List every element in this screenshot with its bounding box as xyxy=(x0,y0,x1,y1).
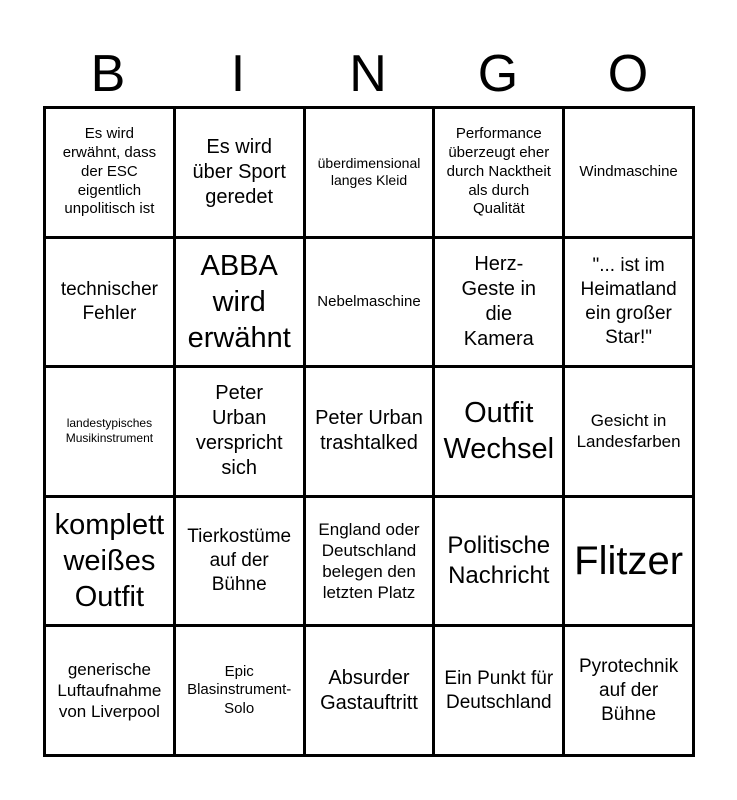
bingo-cell[interactable]: Peter Urban verspricht sich xyxy=(176,368,303,495)
bingo-cell[interactable]: Tierkostüme auf der Bühne xyxy=(176,498,303,625)
bingo-cell[interactable]: landestypisches Musikinstrument xyxy=(46,368,173,495)
bingo-cell[interactable]: komplett weißes Outfit xyxy=(46,498,173,625)
bingo-cell[interactable]: "... ist im Heimatland ein großer Star!" xyxy=(565,239,692,366)
bingo-board xyxy=(43,106,695,757)
bingo-cell[interactable]: Herz-Geste in die Kamera xyxy=(435,239,562,366)
bingo-cell[interactable]: generische Luftaufnahme von Liverpool xyxy=(46,627,173,754)
bingo-header xyxy=(43,42,693,106)
bingo-cell[interactable]: Ein Punkt für Deutschland xyxy=(435,627,562,754)
bingo-cell[interactable]: Performance überzeugt eher durch Nacktheit als durch Qualität xyxy=(435,109,562,236)
bingo-cell[interactable]: Outfit Wechsel xyxy=(435,368,562,495)
bingo-cell[interactable]: Nebelmaschine xyxy=(306,239,433,366)
bingo-cell[interactable]: Gesicht in Landesfarben xyxy=(565,368,692,495)
header-letter-o: O xyxy=(607,45,649,103)
bingo-cell[interactable]: Absurder Gastauftritt xyxy=(306,627,433,754)
header-letter-n: N xyxy=(349,45,387,103)
bingo-cell[interactable]: technischer Fehler xyxy=(46,239,173,366)
bingo-cell[interactable]: Flitzer xyxy=(565,498,692,625)
bingo-cell[interactable]: überdimensional langes Kleid xyxy=(306,109,433,236)
bingo-cell[interactable]: Peter Urban trashtalked xyxy=(306,368,433,495)
bingo-cell[interactable]: ABBA wird erwähnt xyxy=(176,239,303,366)
bingo-cell[interactable]: Pyrotechnik auf der Bühne xyxy=(565,627,692,754)
bingo-cell[interactable]: Es wird erwähnt, dass der ESC eigentlich unpolitisch ist xyxy=(46,109,173,236)
header-letter-b: B xyxy=(90,45,126,103)
header-letter-i: I xyxy=(230,45,246,103)
bingo-cell[interactable]: Epic Blasinstrument-Solo xyxy=(176,627,303,754)
bingo-cell[interactable]: England oder Deutschland belegen den letzten Platz xyxy=(306,498,433,625)
bingo-cell[interactable]: Politische Nachricht xyxy=(435,498,562,625)
bingo-cell[interactable]: Es wird über Sport geredet xyxy=(176,109,303,236)
header-letter-g: G xyxy=(477,45,519,103)
bingo-cell[interactable]: Windmaschine xyxy=(565,109,692,236)
